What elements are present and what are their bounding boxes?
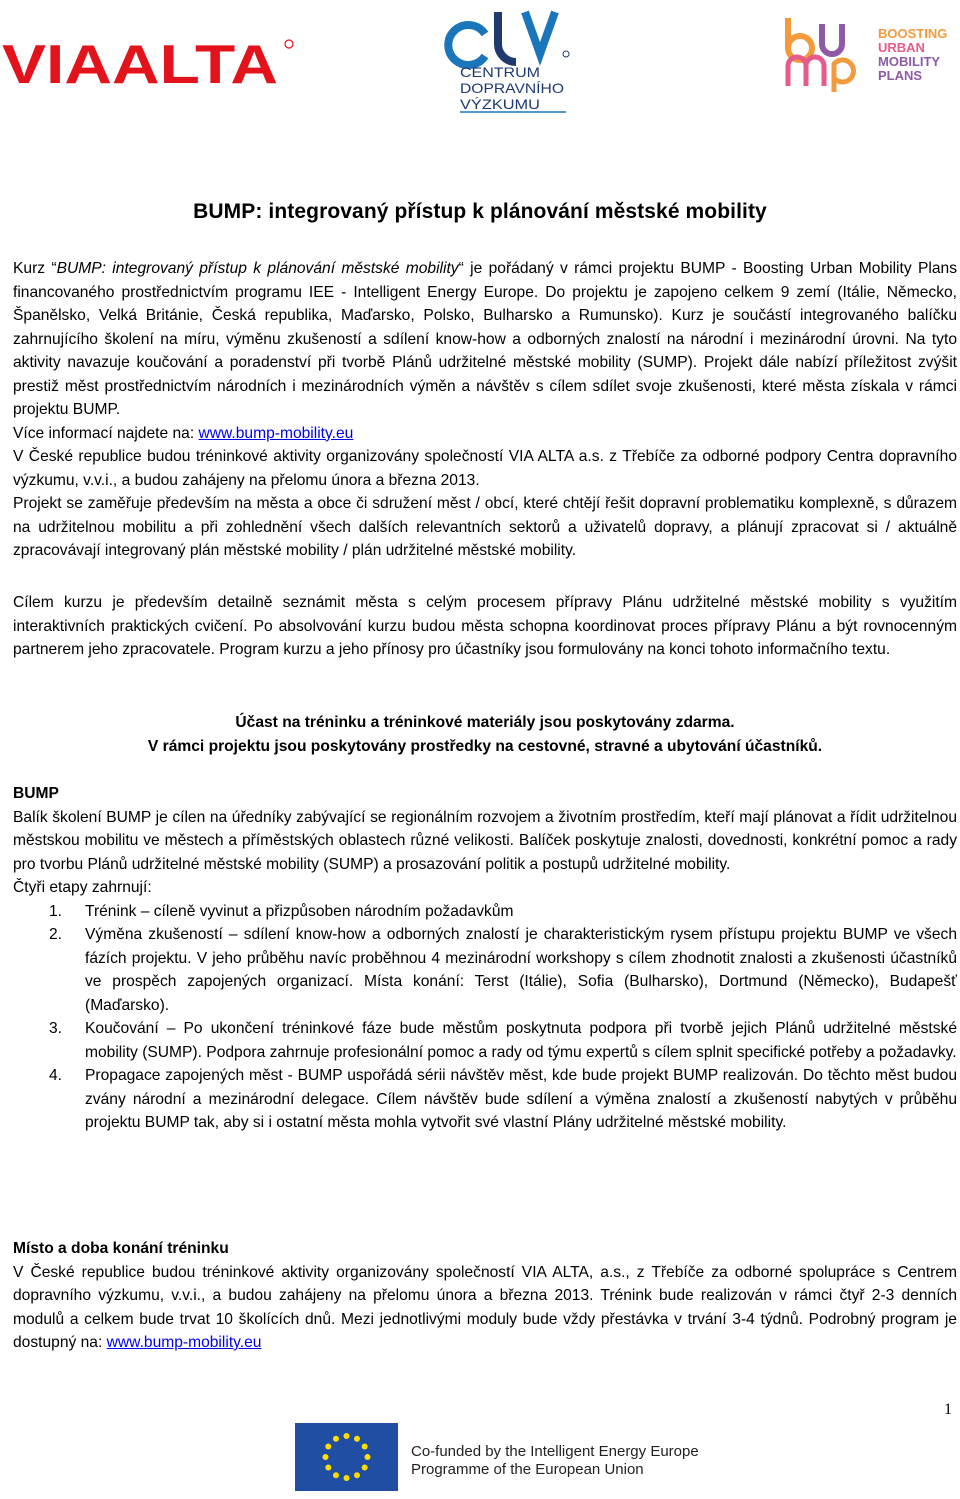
intro-paragraph: Kurz “BUMP: integrovaný přístup k plánování městské mobility“ je pořádaný v rámci projektu BUMP - Boosting Urban Mobility Plans financovaného prostřednictvím programu IEE - Intelligent Energy Europe. Do projektu je zapojeno celkem 9 zemí (Itálie, Německo, Španělsko, Velká Británie, Česká republika, Maďarsko, Polsko, Bulharsko a Rumunsko). Kurz je součástí integrovaného balíčku zahrnujícího školení na míru, výměnu zkušeností a sdílení know-how a odborných znalostí na národní i mezinárodní úrovni. Na tyto aktivity navazuje koučování a poradenství při tvorbě Plánů udržitelné městské mobility (SUMP). Projekt dále nabízí příležitost zvýšit prestiž měst prostřednictvím národních i mezinárodních výměn a návštěv s cílem sdílet svoje zkušenosti, které města získala v rámci projektu BUMP. xyxy=(13,260,957,418)
svg-text:VÝZKUMU: VÝZKUMU xyxy=(460,96,540,112)
svg-text:BOOSTING: BOOSTING xyxy=(878,26,948,41)
list-item: 4. Propagace zapojených měst - BUMP uspořádá sérii návštěv měst, kde bude projekt BUMP realizován. Do těchto měst budou zvány národní a mezinárodní delegace. Cílem návštěv bude sdílení a výměna znalostí a zkušeností nabytých v průběhu projektu BUMP tak, aby si i ostatní města mohla vytvořit své vlastní Plány udržitelné městské mobility. xyxy=(49,1067,957,1131)
svg-text:CENTRUM: CENTRUM xyxy=(460,64,540,80)
goal-paragraph: Cílem kurzu je především detailně seznámit města s celým procesem přípravy Plánu udržitelné městské mobility s využitím interaktivních praktických cvičení. Po absolvování kurzu budou města schopna koordinovat proces přípravy Plánu a být rovnocenným partnerem jeho zpracovatele. Program kurzu a jeho přínosy pro účastníky jsou formulovány na konci tohoto informačního textu. xyxy=(13,594,957,658)
page-number: 1 xyxy=(944,1401,952,1418)
bump-website-link[interactable]: www.bump-mobility.eu xyxy=(198,424,354,442)
organizer-paragraph: V České republice budou tréninkové aktivity organizovány společností VIA ALTA a.s. z Třebíče za odborné podpory Centra dopravního výzkumu, v.v.i., a budou zahájeny na přelomu února a března 2013. xyxy=(13,448,957,489)
target-paragraph: Projekt se zaměřuje především na města a obce či sdružení měst / obcí, které chtějí řešit dopravní problematiku komplexně, s důrazem na udržitelnou mobilitu a při zohlednění všech dalších relevantních sektorů a uživatelů dopravy, a plánují zpracovat si / aktuálně zpracovávají integrovaný plán městské mobility / plán udržitelné městské mobility. xyxy=(13,495,957,559)
notice-line-1: Účast na tréninku a tréninkové materiály jsou poskytovány zdarma. xyxy=(235,714,735,731)
notice-line-2: V rámci projektu jsou poskytovány prostředky na cestovné, stravné a ubytování účastníků. xyxy=(147,737,823,755)
bump-description: Balík školení BUMP je cílen na úředníky zabývající se regionálním rozvojem a životním prostředím, kteří mají plánovat a řídit udržitelnou městskou mobilitu ve městech a příměstských oblastech různé velikosti. Balíček poskytuje znalosti, dovednosti, konkrétní pomoc a rady pro tvorbu Plánů udržitelné městské mobility (SUMP) a prosazování politik a postupů udržitelné mobility. xyxy=(13,808,957,873)
list-item: 2. Výměna zkušeností – sdílení know-how a odborných znalostí je charakteristickým rysem přístupu projektu BUMP ve všech fázích projektu. V jeho průběhu navíc proběhnou 4 mezinárodní workshopy s cílem zhodnotit znalosti a zkušenosti účastníků ve prospěch zapojených organizací. Místa konání: Terst (Itálie), Sofia (Bulharsko), Dortmund (Německo), Budapešť (Maďarsko). xyxy=(49,926,957,1014)
stages-list xyxy=(13,900,957,1135)
bump-heading: BUMP xyxy=(13,785,59,802)
cofunding-statement: Co-funded by the Intelligent Energy Europe Programme of the European Union xyxy=(411,1443,699,1478)
svg-text:URBAN: URBAN xyxy=(878,40,925,55)
bump-section xyxy=(13,782,957,1135)
viaalta-logo xyxy=(2,38,294,88)
list-item: 1. Trénink – cíleně vyvinut a přizpůsoben národním požadavkům xyxy=(49,902,514,920)
svg-text:DOPRAVNÍHO: DOPRAVNÍHO xyxy=(460,80,565,96)
svg-text:PLANS: PLANS xyxy=(878,68,923,83)
venue-heading: Místo a doba konání tréninku xyxy=(13,1240,229,1257)
bump-logo xyxy=(780,14,960,94)
free-participation-notice xyxy=(13,711,957,758)
intro-section xyxy=(13,257,957,563)
svg-text:VIAALTA: VIAALTA xyxy=(2,38,278,88)
venue-text: V České republice budou tréninkové aktivity organizovány společností VIA ALTA, a.s., z Třebíče za odborné spolupráce s Centrem dopravního výzkumu, v.v.i., a budou zahájeny na přelomu února a března 2013. Trénink bude realizován v rámci čtyř 2-3 denních modulů a celkem bude trvat 10 školících dnů. Mezi jednotlivými moduly bude vždy přestávka v trvání 3-4 týdnů. Podrobný program je dostupný na: www.bump-mobility.eu xyxy=(13,1263,957,1351)
document-title: BUMP: integrovaný přístup k plánování městské mobility xyxy=(193,200,767,223)
stages-label: Čtyři etapy zahrnují: xyxy=(13,879,152,896)
venue-section xyxy=(13,1237,957,1355)
more-info-line: Více informací najdete na: www.bump-mobility.eu xyxy=(13,424,354,442)
cdv-logo xyxy=(430,4,600,114)
eu-flag-icon xyxy=(295,1423,398,1491)
list-item: 3. Koučování – Po ukončení tréninkové fáze bude městům poskytnuta podpora při tvorbě jejich Plánů udržitelné městské mobility (SUMP). Podpora zahrnuje profesionální pomoc a rady od týmu expertů s cílem splnit specifické potřeby a požadavky. xyxy=(49,1020,957,1061)
program-link[interactable]: www.bump-mobility.eu xyxy=(106,1334,262,1351)
svg-text:MOBILITY: MOBILITY xyxy=(878,54,941,69)
